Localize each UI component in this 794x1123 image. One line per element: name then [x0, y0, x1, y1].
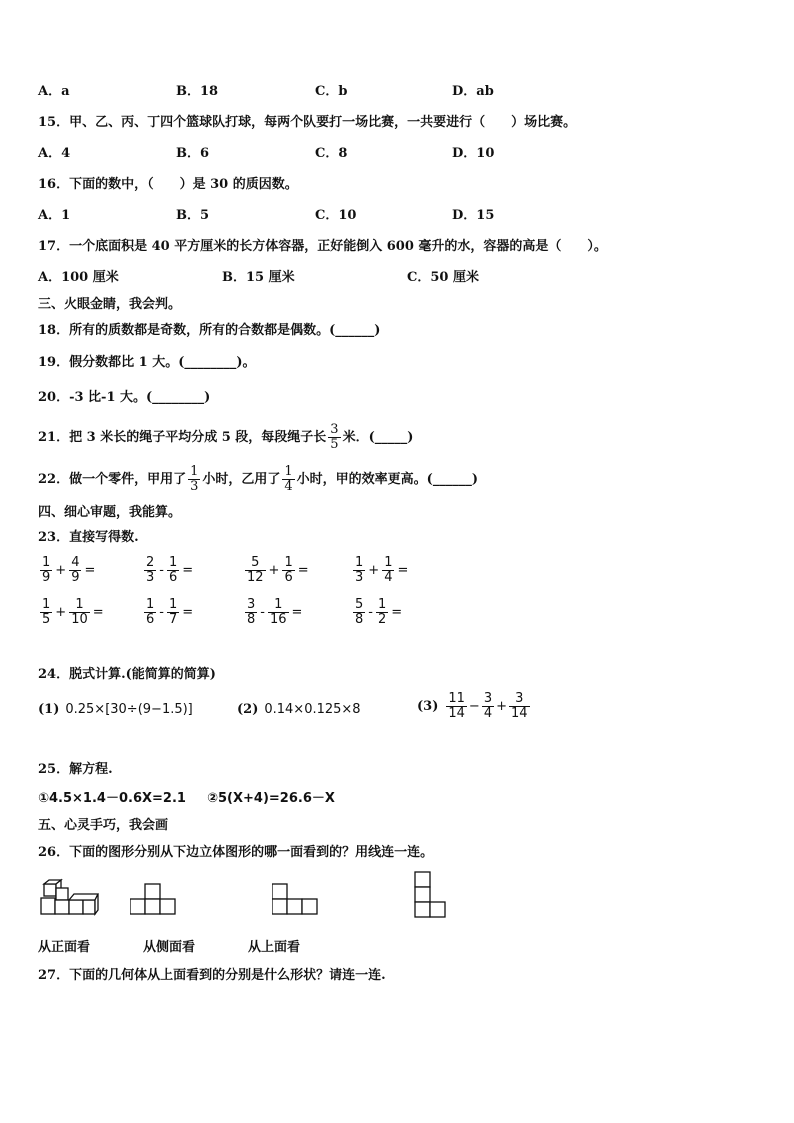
q23-problem	[142, 598, 194, 627]
label-top-view: 从上面看	[248, 940, 301, 955]
operator: -	[159, 563, 164, 578]
fraction	[167, 556, 179, 585]
operator: +	[268, 563, 280, 578]
fraction	[40, 556, 52, 585]
fraction	[144, 556, 156, 585]
q24-part-2-expression: 0.14×0.125×8	[264, 702, 361, 717]
frac-numerator: 1	[42, 597, 51, 612]
frac-denominator: 10	[71, 612, 88, 627]
frac-numerator: 1	[274, 597, 283, 612]
fraction	[69, 598, 90, 627]
equals-sign: =	[182, 563, 194, 578]
q21-pre: 21．把 3 米长的绳子平均分成 5 段，每段绳子长	[38, 429, 327, 445]
q20-text: 20．-3 比-1 大。(________)	[38, 390, 211, 405]
view-shape-1	[130, 882, 178, 918]
frac-denominator: 4	[483, 706, 493, 721]
fraction	[40, 598, 52, 627]
section-4-heading: 四、细心审题，我能算。	[38, 505, 182, 520]
q17-option-b: B．15 厘米	[222, 270, 295, 285]
q16-option-d: D．15	[452, 208, 495, 223]
fraction	[167, 598, 179, 627]
label-front-view: 从正面看	[38, 940, 91, 955]
q27-text: 27．下面的几何体从上面看到的分别是什么形状？请连一连.	[38, 968, 386, 983]
frac-numerator: 1	[42, 555, 51, 570]
fraction	[268, 598, 289, 627]
operator: -	[368, 605, 373, 620]
q22-denominator-1: 3	[190, 479, 199, 494]
frac-denominator: 6	[168, 570, 178, 585]
q15-option-a: A．4	[38, 146, 71, 161]
q25-title: 25．解方程.	[38, 762, 113, 777]
q19-text: 19．假分数都比 1 大。(________)。	[38, 355, 256, 370]
operator: -	[159, 605, 164, 620]
q23-title: 23．直接写得数.	[38, 530, 139, 545]
frac-numerator: 1	[75, 597, 84, 612]
frac-denominator: 9	[71, 570, 80, 585]
q22-text	[38, 465, 478, 494]
q14-option-d: D．ab	[452, 84, 494, 99]
frac-denominator: 8	[247, 612, 256, 627]
q22-pre: 22．做一个零件，甲用了	[38, 471, 187, 487]
frac-numerator: 1	[168, 555, 178, 570]
q23-problem	[38, 598, 105, 627]
q23-problem	[142, 556, 194, 585]
operator: +	[55, 605, 67, 620]
fraction	[282, 556, 294, 585]
q14-option-b: B．18	[176, 84, 219, 99]
equals-sign: =	[92, 605, 104, 620]
q24-part-3-frac-a	[446, 692, 467, 721]
q17-text: 17．一个底面积是 40 平方厘米的长方体容器，正好能倒入 600 毫升的水，容器的高是（ ）。	[38, 239, 607, 254]
q25-equation-1: ①4.5×1.4－0.6X=2.1	[38, 791, 186, 806]
q16-option-a: A．1	[38, 208, 71, 223]
frac-numerator: 5	[355, 597, 364, 612]
frac-numerator: 1	[284, 555, 293, 570]
q23-problem	[351, 598, 403, 627]
frac-denominator: 4	[384, 570, 393, 585]
fraction	[245, 556, 266, 585]
section-3-heading: 三、火眼金睛，我会判。	[38, 297, 182, 312]
q14-option-a: A．a	[38, 84, 70, 99]
q23-problem	[351, 556, 409, 585]
frac-numerator: 5	[251, 555, 260, 570]
frac-numerator: 1	[168, 597, 178, 612]
q22-denominator-2: 4	[284, 479, 293, 494]
q24-part-1-expression: 0.25×[30÷(9−1.5)]	[65, 702, 193, 717]
frac-numerator: 1	[146, 597, 155, 612]
q17-option-c: C．50 厘米	[407, 270, 479, 285]
q16-option-c: C．10	[315, 208, 357, 223]
operator: +	[55, 563, 67, 578]
frac-denominator: 6	[284, 570, 293, 585]
q24-part-3-label: (3)	[417, 699, 439, 714]
q15-option-d: D．10	[452, 146, 495, 161]
q26-text: 26．下面的图形分别从下边立体图形的哪一面看到的？用线连一连。	[38, 845, 434, 860]
q23-problem	[243, 598, 303, 627]
q24-title: 24．脱式计算.(能简算的简算)	[38, 667, 216, 682]
frac-numerator: 3	[483, 691, 493, 706]
q14-option-c: C．b	[315, 84, 348, 99]
section-5-heading: 五、心灵手巧，我会画	[38, 818, 169, 833]
view-shape-3	[413, 870, 449, 922]
frac-denominator: 9	[42, 570, 51, 585]
equals-sign: =	[291, 605, 303, 620]
equals-sign: =	[391, 605, 403, 620]
frac-denominator: 3	[355, 570, 364, 585]
frac-numerator: 1	[384, 555, 393, 570]
q16-option-b: B．5	[176, 208, 210, 223]
q16-text: 16．下面的数中，（ ）是 30 的质因数。	[38, 177, 298, 192]
q17-option-a: A．100 厘米	[38, 270, 119, 285]
frac-denominator: 3	[146, 570, 155, 585]
frac-denominator: 6	[146, 612, 155, 627]
frac-numerator: 11	[448, 691, 465, 706]
frac-denominator: 8	[355, 612, 364, 627]
frac-numerator: 3	[247, 597, 256, 612]
frac-numerator: 1	[377, 597, 387, 612]
q23-problem	[243, 556, 310, 585]
equals-sign: =	[84, 563, 96, 578]
q15-option-c: C．8	[315, 146, 348, 161]
operator: −	[468, 699, 480, 714]
fraction	[245, 598, 257, 627]
q24-part-2	[237, 702, 361, 717]
operator: +	[368, 563, 380, 578]
equals-sign: =	[182, 605, 194, 620]
q24-part-3	[417, 692, 532, 721]
q23-problem	[38, 556, 96, 585]
q22-fraction-1	[188, 465, 200, 494]
solid-figure-cubes	[40, 878, 100, 918]
fraction	[353, 556, 365, 585]
fraction	[376, 598, 388, 627]
q22-numerator-2: 1	[284, 464, 293, 479]
frac-numerator: 3	[515, 691, 524, 706]
q15-option-b: B．6	[176, 146, 210, 161]
q21-text	[38, 423, 413, 452]
q21-numerator: 3	[330, 422, 339, 437]
frac-denominator: 14	[448, 706, 465, 721]
q21-fraction	[328, 423, 340, 452]
q24-part-3-frac-b	[482, 692, 494, 721]
frac-denominator: 12	[247, 570, 264, 585]
q22-fraction-2	[282, 465, 294, 494]
operator: +	[496, 699, 507, 714]
q24-part-1-label: (1)	[38, 702, 60, 717]
frac-denominator: 16	[269, 612, 287, 627]
equals-sign: =	[397, 563, 409, 578]
frac-denominator: 2	[377, 612, 387, 627]
frac-denominator: 14	[511, 706, 528, 721]
frac-numerator: 4	[71, 555, 80, 570]
q21-denominator: 5	[330, 437, 339, 452]
q25-equation-2: ②5(X+4)=26.6－X	[207, 791, 335, 806]
q15-text: 15．甲、乙、丙、丁四个篮球队打球，每两个队要打一场比赛，一共要进行（ ）场比赛。	[38, 115, 577, 130]
equals-sign: =	[297, 563, 309, 578]
view-shape-2	[272, 882, 320, 918]
operator: -	[260, 605, 265, 620]
q18-text: 18．所有的质数都是奇数，所有的合数都是偶数。(______)	[38, 323, 381, 338]
q22-post: 小时，甲的效率更高。(______)	[296, 471, 478, 487]
q24-part-1	[38, 702, 193, 717]
q21-post: 米．(_____)	[342, 429, 414, 445]
fraction	[144, 598, 156, 627]
fraction	[69, 556, 81, 585]
fraction	[353, 598, 365, 627]
label-side-view: 从侧面看	[143, 940, 196, 955]
q24-part-3-frac-c	[509, 692, 530, 721]
frac-numerator: 1	[355, 555, 364, 570]
q24-part-2-label: (2)	[237, 702, 259, 717]
fraction	[382, 556, 394, 585]
q22-numerator-1: 1	[190, 464, 199, 479]
frac-numerator: 2	[146, 555, 155, 570]
frac-denominator: 7	[168, 612, 178, 627]
frac-denominator: 5	[42, 612, 51, 627]
q22-mid: 小时，乙用了	[202, 471, 281, 487]
